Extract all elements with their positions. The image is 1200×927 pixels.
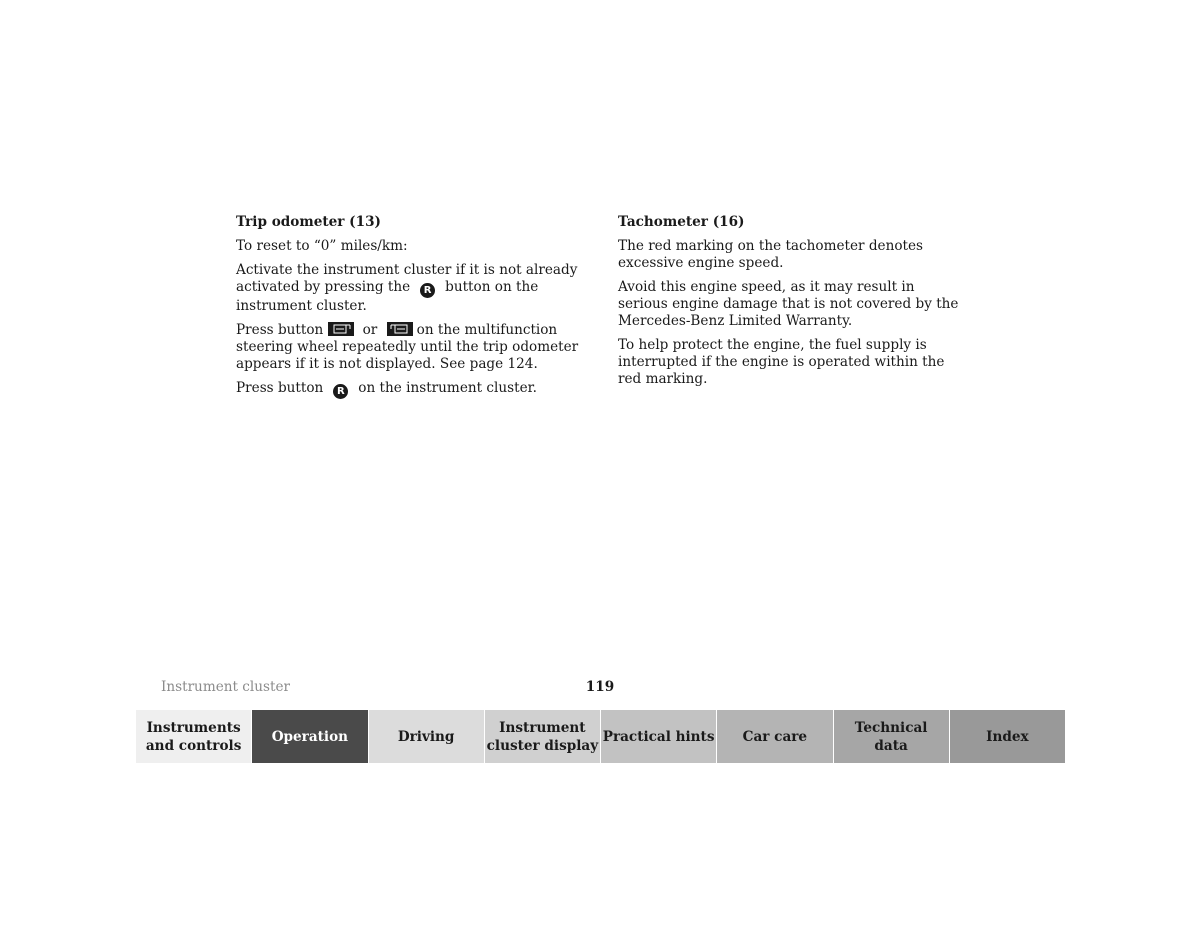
tab-label: Instruments and controls [145, 719, 242, 754]
tab-practical-hints[interactable] [601, 710, 717, 763]
press-text-b: on the multifunction steering wheel repeatedly until the trip odometer appears if it is not displayed. See page 124. [236, 322, 579, 372]
tab-driving[interactable] [369, 710, 485, 763]
tachometer-p3: To help protect the engine, the fuel supply is interrupted if the engine is operated within the red marking. [618, 337, 945, 387]
section-title: Instrument cluster [161, 679, 290, 695]
activate-text-b: button on the instrument cluster. [236, 279, 539, 314]
tab-operation[interactable] [252, 710, 368, 763]
tab-label: Index [986, 728, 1029, 745]
press-reset-paragraph [236, 380, 586, 399]
press-button-paragraph [236, 322, 586, 373]
activate-paragraph [236, 262, 586, 315]
tab-label: Instrument cluster display [486, 719, 599, 754]
tab-car-care[interactable] [717, 710, 833, 763]
tab-index[interactable] [950, 710, 1065, 763]
reset-button-icon-2: R [333, 384, 348, 399]
reset-intro: To reset to “0” miles/km: [236, 238, 408, 254]
tab-technical-data[interactable] [834, 710, 950, 763]
tachometer-p2: Avoid this engine speed, as it may result in serious engine damage that is not covered by the Mercedes-Benz Limited Warranty. [618, 279, 959, 329]
reset-button-icon: R [420, 283, 435, 298]
tab-label: Car care [742, 728, 808, 745]
press-text-or: or [362, 322, 378, 338]
press-text-a: Press button [236, 322, 324, 338]
chapter-tabs [136, 710, 1065, 763]
tab-label: Technical data [854, 719, 928, 754]
tab-label: Practical hints [602, 728, 715, 745]
display-back-icon [387, 322, 413, 336]
tab-label: Operation [271, 728, 349, 745]
display-forward-icon [328, 322, 354, 336]
tab-instruments-and-controls[interactable] [136, 710, 252, 763]
tab-label: Driving [397, 728, 455, 745]
tab-instrument-cluster-display[interactable] [485, 710, 601, 763]
page-number: 119 [585, 679, 615, 695]
tachometer-p1: The red marking on the tachometer denotes excessive engine speed. [618, 238, 924, 271]
left-column [236, 214, 586, 406]
press-reset-text-a: Press button [236, 380, 324, 396]
right-column [618, 214, 968, 395]
activate-text-a: Activate the instrument cluster if it is not already activated by pressing the [236, 262, 578, 295]
trip-odometer-heading: Trip odometer (13) [236, 214, 381, 230]
press-reset-text-b: on the instrument cluster. [358, 380, 537, 396]
tachometer-heading: Tachometer (16) [618, 214, 745, 230]
